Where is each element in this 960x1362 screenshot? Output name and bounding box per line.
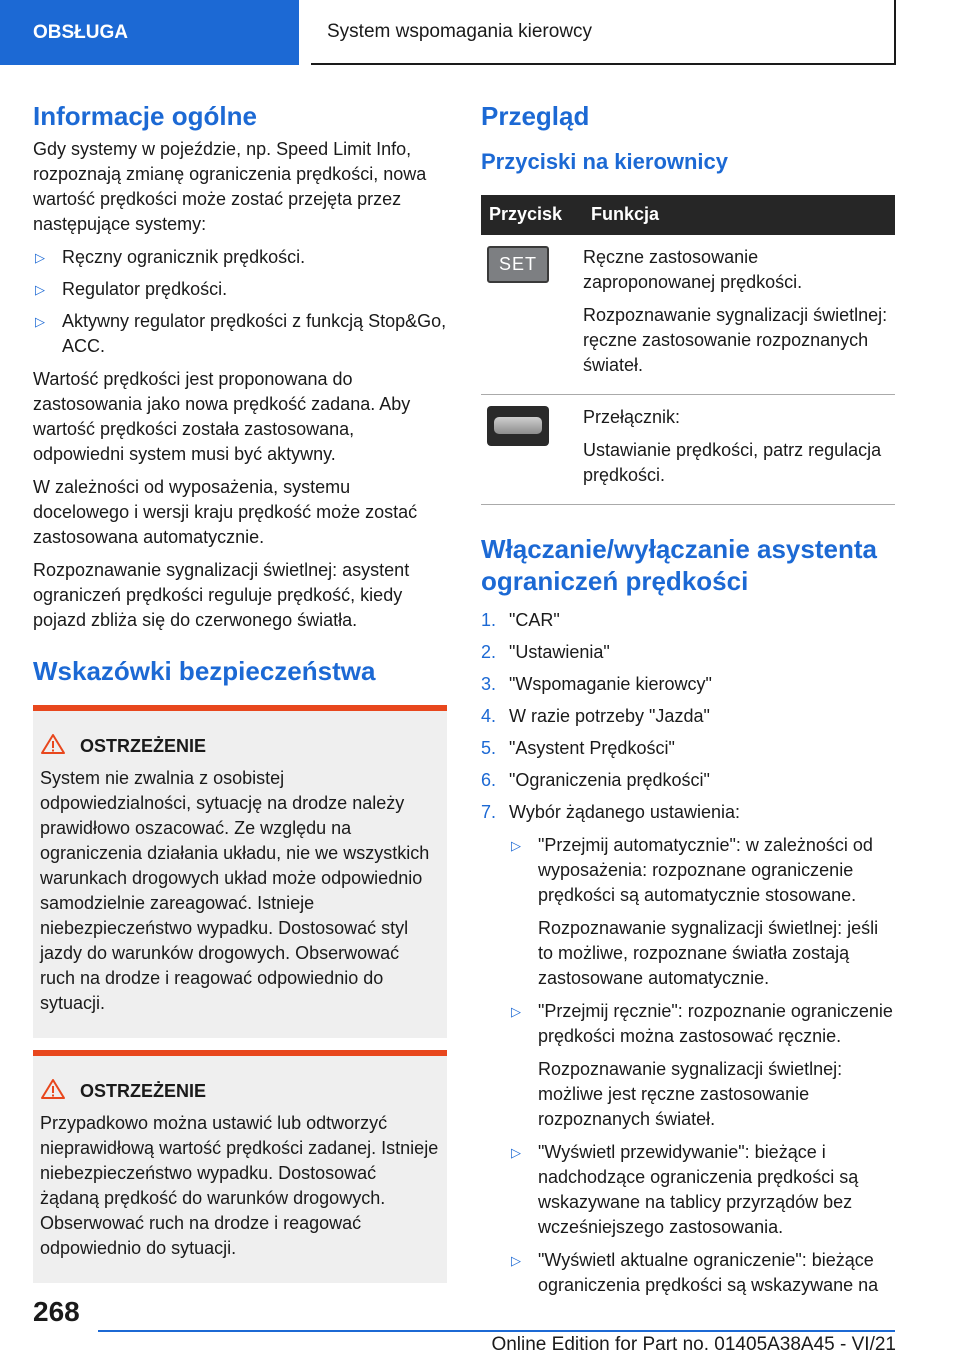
- page-number: 268: [33, 1296, 80, 1327]
- list-item: 3. "Wspomaganie kierowcy": [481, 673, 712, 694]
- triangle-right-icon: ▷: [511, 1144, 521, 1160]
- triangle-right-icon: ▷: [511, 1252, 521, 1268]
- list-item: 6. "Ograniczenia prędkości": [481, 769, 710, 790]
- section-tab: [0, 0, 299, 65]
- buttons-title: Przyciski na kierownicy: [481, 148, 729, 174]
- table-header-row: [481, 195, 895, 235]
- list-item: ▷ "Przejmij automatycznie": w zależności od wyposażenia: rozpoznane ograniczenie prędkości są automatycznie stosowane. Rozpoznawanie sygnalizacji świetlnej: jeśli to możliwe, rozpoznane światła zostają zastosowane automatycznie.: [511, 834, 879, 988]
- paragraph: Wartość prędkości jest proponowana do zastosowania jako nowa prędkość zadana. Aby wartość prędkości została zastosowana, odpowiedni system musi być aktywny.: [33, 368, 411, 464]
- table-row: SET Ręczne zastosowanie zaproponowanej prędkości. Rozpoznawanie sygnalizacji świetlnej: ręczne zastosowanie rozpoznanych świateł.: [481, 235, 895, 395]
- column-header-button: Przycisk: [481, 195, 583, 235]
- list-item: ▷ Regulator prędkości.: [33, 277, 447, 302]
- table-row: Przełącznik: Ustawianie prędkości, patrz regulacja prędkości.: [481, 394, 895, 504]
- section-label: OBSŁUGA: [33, 21, 128, 43]
- triangle-right-icon: ▷: [35, 313, 45, 329]
- list-item: 5. "Asystent Prędkości": [481, 737, 675, 758]
- paragraph: Rozpoznawanie sygnalizacji świetlnej: asystent ograniczeń prędkości reguluje prędkość, kiedy pojazd zbliża się do czerwonego światła.: [33, 559, 410, 630]
- list-item: ▷ Aktywny regulator prędkości z funkcją Stop&Go, ACC.: [35, 310, 447, 356]
- triangle-right-icon: ▷: [35, 249, 45, 265]
- warning-triangle-icon: [40, 1078, 66, 1105]
- column-header-function: Funkcja: [583, 195, 895, 235]
- rocker-switch-icon: [487, 406, 549, 446]
- chapter-header: [311, 0, 896, 65]
- edition-text: Online Edition for Part no. 01405A38A45 - VI/21: [491, 1334, 896, 1355]
- general-title: Informacje ogólne: [33, 101, 257, 131]
- footer-divider: [98, 1330, 895, 1332]
- paragraph: W zależności od wyposażenia, systemu docelowego i wersji kraju prędkość może zostać zastosowana automatycznie.: [33, 476, 418, 547]
- options-list: [509, 833, 895, 1298]
- warning-triangle-icon: [40, 733, 66, 760]
- set-button-icon: SET: [487, 246, 549, 283]
- left-column: [33, 100, 447, 1295]
- systems-list: [33, 245, 447, 359]
- warning-text: System nie zwalnia z osobistej odpowiedzialności, sytuację na drodze należy prawidłowo oszacować. Ze względu na ograniczenia działania układu, nie we wszystkich warunkach drogowych układ może odpowiednio samodzielnie zareagować. Istnieje niebezpieczeństwo wypadku. Dostosować styl jazdy do warunków drogowych. Obserwować ruch na drodze i reagować odpowiednio do sytuacji.: [40, 768, 430, 1013]
- list-item: 1. "CAR": [481, 609, 560, 630]
- safety-title: Wskazówki bezpieczeństwa: [33, 655, 376, 686]
- overview-title: Przegląd: [481, 101, 590, 131]
- list-item: 4. W razie potrzeby "Jazda": [481, 705, 710, 726]
- right-column: [481, 100, 895, 1306]
- list-item: ▷ "Wyświetl przewidywanie": bieżące i nadchodzące ograniczenia prędkości są wskazywane na tablicy przyrządów bez wcześniejszego zastosowania.: [511, 1141, 859, 1237]
- chapter-label: System wspomagania kierowcy: [327, 20, 593, 42]
- steps-list: [481, 608, 895, 1298]
- button-table: [481, 195, 895, 505]
- list-item: ▷ "Wyświetl aktualne ograniczenie": bieżące ograniczenia prędkości są wskazywane na: [511, 1249, 879, 1295]
- list-item: ▷ "Przejmij ręcznie": rozpoznanie ograniczenie prędkości można zastosować ręcznie. Rozpoznawanie sygnalizacji świetlnej: możliwe jest ręczne zastosowanie rozpoznanych świateł.: [511, 1000, 893, 1129]
- warning-heading: OSTRZEŻENIE: [40, 1078, 439, 1105]
- triangle-right-icon: ▷: [35, 281, 45, 297]
- triangle-right-icon: ▷: [511, 837, 521, 853]
- warning-text: Przypadkowo można ustawić lub odtworzyć nieprawidłową wartość prędkości zadanej. Istnieje niebezpieczeństwo wypadku. Dostosować żądaną prędkość do warunków drogowych. Obserwować ruch na drodze i reagować odpowiednio do sytuacji.: [40, 1113, 439, 1258]
- list-item: 7. Wybór żądanego ustawienia: ▷ "Przejmij automatycznie": w zależności od wyposażenia: rozpoznane ograniczenie prędkości są automatycznie stosowane. Rozpoznawanie sygnalizacji świetlnej: jeśli to możliwe, rozpoznane światła zostają zastosowane automatycznie. ▷ "Przejmij ręcznie": rozpoznanie ograniczenie prędkości można zastosować ręcznie. Rozpoznawanie sygnalizacji świetlnej: możliwe jest ręczne zastosowanie rozpoznanych świateł. ▷ "Wyświetl przewidywanie": bieżące i nadchodzące ograniczenia prędkości są wskazywane na tablicy przyrządów bez wcześniejszego zastosowania. ▷ "Wyświetl aktualne ograniczenie": bieżące ograniczenia prędkości są wskazywane na: [481, 800, 895, 1298]
- triangle-right-icon: ▷: [511, 1003, 521, 1019]
- warning-heading: OSTRZEŻENIE: [40, 733, 439, 760]
- general-intro: Gdy systemy w pojeździe, np. Speed Limit Info, rozpoznają zmianę ograniczenia prędkości, nowa wartość prędkości może zostać przejęta przez następujące systemy:: [33, 138, 427, 234]
- list-item: 2. "Ustawienia": [481, 641, 610, 662]
- warning-box: [33, 1050, 447, 1283]
- toggle-title: Włączanie/wyłączanie asystenta ograniczeń prędkości: [481, 533, 877, 597]
- list-item: ▷ Ręczny ogranicznik prędkości.: [33, 245, 447, 270]
- warning-box: [33, 705, 447, 1038]
